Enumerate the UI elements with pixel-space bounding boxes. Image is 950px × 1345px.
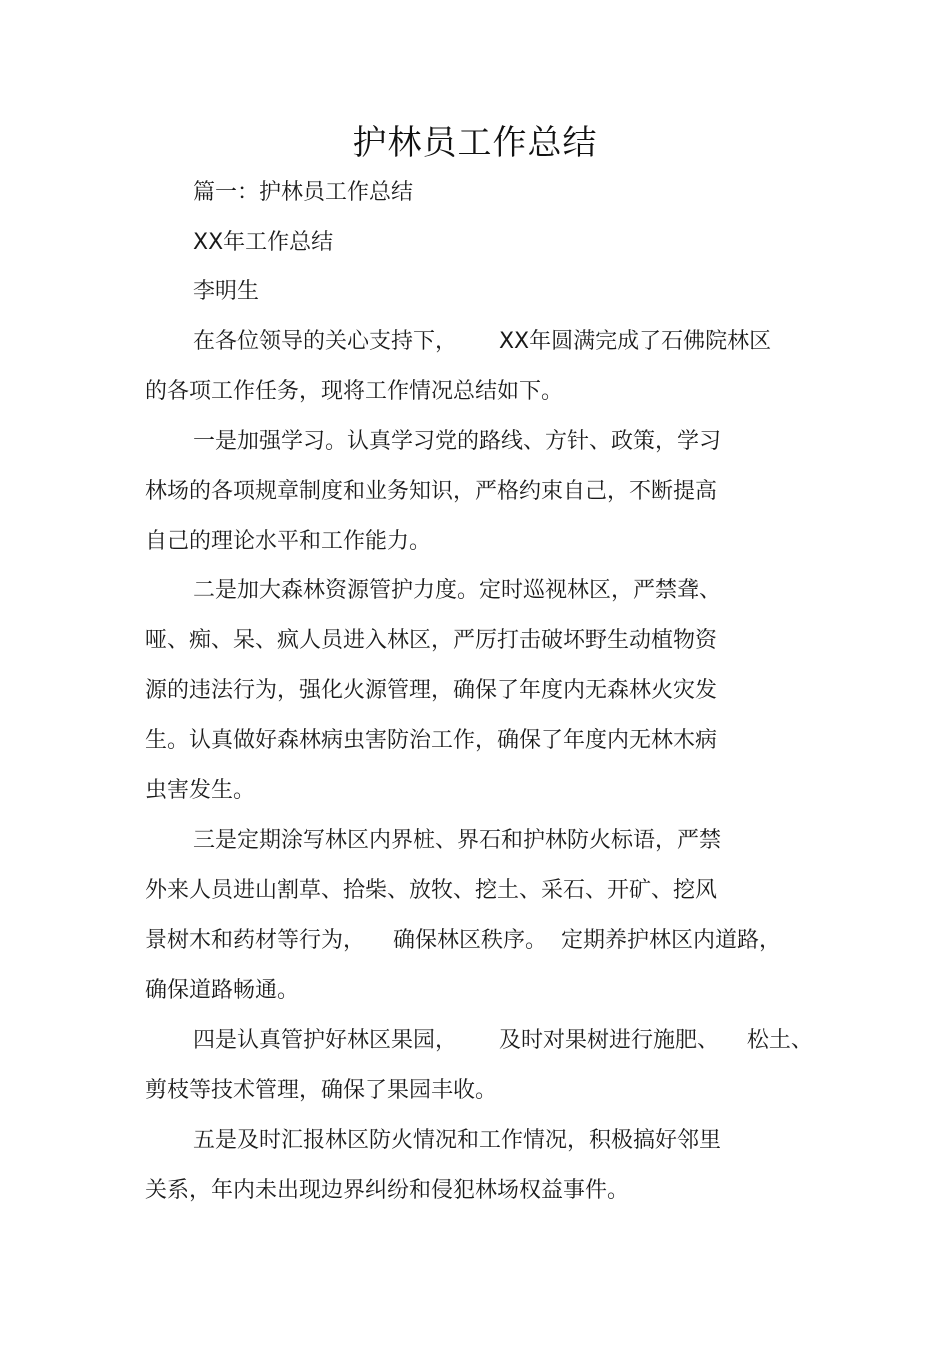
paragraph-three-line-1: 三是定期涂写林区内界桩、界石和护林防火标语，严禁 [193,828,722,853]
paragraph-one-line-3: 自己的理论水平和工作能力。 [145,529,432,554]
paragraph-two-line-4: 生。认真做好森林病虫害防治工作，确保了年度内无林木病 [145,728,718,753]
document-title: 护林员工作总结 [352,123,598,163]
paragraph-three-line-4: 确保道路畅通。 [145,978,300,1003]
paragraph-four-line-2: 剪枝等技术管理，确保了果园丰收。 [145,1078,498,1103]
paragraph-two-line-2: 哑、痴、呆、疯人员进入林区，严厉打击破坏野生动植物资 [145,628,718,653]
paragraph-five-line-2: 关系，年内未出现边界纠纷和侵犯林场权益事件。 [145,1178,630,1203]
paragraph-three-line-2: 外来人员进山割草、拾柴、放牧、挖土、采石、开矿、挖风 [145,878,718,903]
paragraph-four-line-1: 四是认真管护好林区果园， 及时对果树进行施肥、 松土、 [193,1028,813,1053]
paragraph-two-line-1: 二是加大森林资源管护力度。定时巡视林区，严禁聋、 [193,578,722,603]
paragraph-two-line-3: 源的违法行为，强化火源管理，确保了年度内无森林火灾发 [145,678,718,703]
paragraph-one-line-1: 一是加强学习。认真学习党的路线、方针、政策，学习 [193,429,722,454]
subtitle-line: 篇一：护林员工作总结 [193,180,414,205]
author-line: 李明生 [193,279,260,304]
paragraph-intro-line-1: 在各位领导的关心支持下， XX年圆满完成了石佛院林区 [193,329,772,354]
summary-heading-line: XX年工作总结 [193,230,334,255]
paragraph-one-line-2: 林场的各项规章制度和业务知识，严格约束自己，不断提高 [145,479,718,504]
paragraph-two-line-5: 虫害发生。 [145,778,256,803]
paragraph-three-line-3: 景树木和药材等行为， 确保林区秩序。 定期养护林区内道路， [145,928,781,953]
paragraph-intro-line-2: 的各项工作任务，现将工作情况总结如下。 [145,379,564,404]
paragraph-five-line-1: 五是及时汇报林区防火情况和工作情况，积极搞好邻里 [193,1128,722,1153]
